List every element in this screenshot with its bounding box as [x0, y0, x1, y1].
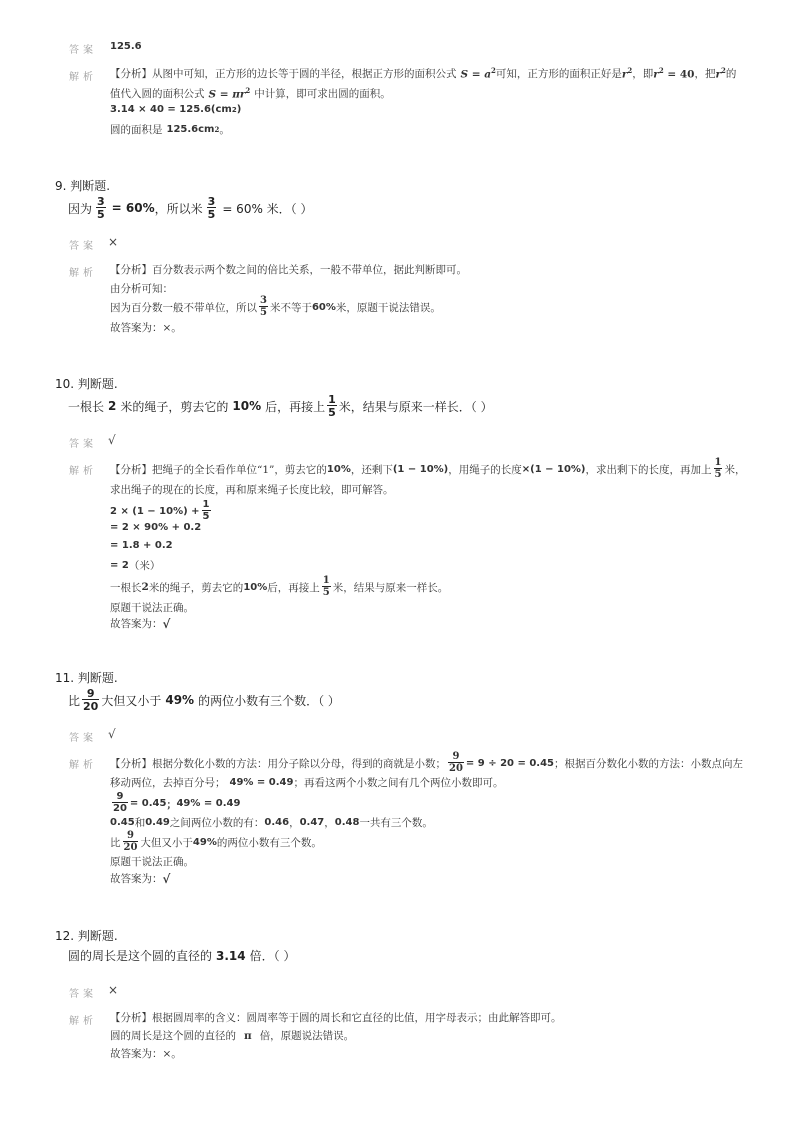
- calc-line: 2 × (1 − 10%) + $\frac{1}{5}$: [110, 499, 210, 522]
- question-heading: 12. 判断题.: [55, 929, 118, 943]
- analysis-line: 故答案为： √: [110, 616, 171, 631]
- fraction: $\frac{1}{5}$: [202, 499, 210, 522]
- analysis-line: 值代入圆的面积公式 $S = \pi r^2$ 中计算，即可求出圆的面积。: [110, 86, 391, 101]
- fraction: $\frac{9}{20}$: [123, 830, 138, 853]
- fraction: $\frac{1}{5}$: [714, 457, 722, 480]
- analysis-line: 由分析可知：: [110, 283, 173, 295]
- question-text: 圆的周长是这个圆的直径的 3.14 倍．（ ）: [68, 948, 296, 963]
- analysis-line: 圆的周长是这个圆的直径的 π 倍，原题说法错误。: [110, 1029, 355, 1042]
- fraction: $\frac{3}{5}$: [207, 195, 216, 221]
- analysis-line: 【分析】根据分数化小数的方法：用分子除以分母，得到的商就是小数； $\frac{9}{20}$ = 9 ÷ 20 = 0.45 ；根据百分数化小数的方法：小数点向左: [110, 751, 744, 774]
- analysis-line: 【分析】根据圆周率的含义：圆周率等于圆的周长和它直径的比值，用字母表示；由此解答即可。: [110, 1012, 562, 1024]
- analysis-label: 解析: [69, 760, 97, 771]
- calc-line: = 2 （米）: [110, 560, 161, 572]
- answer-label: 答案: [69, 241, 97, 252]
- calc-line: = 1.8 + 0.2: [110, 540, 173, 551]
- answer-value: √: [108, 433, 116, 447]
- analysis-line: 【分析】百分数表示两个数之间的倍比关系，一般不带单位，据此判断即可。: [110, 264, 467, 276]
- analysis-line: 一根长 2 米的绳子，剪去它的 10% 后，再接上 $\frac{1}{5}$ 米，结果与原来一样长。: [110, 575, 449, 598]
- calc-line: $\frac{9}{20}$ = 0.45 ； 49% = 0.49: [113, 791, 241, 814]
- answer-value: 125.6: [110, 41, 142, 52]
- question-text: 因为 $\frac{3}{5}$ = 60% ，所以米 $\frac{3}{5}$ = 60% 米．（ ）: [68, 195, 313, 221]
- fraction: $\frac{1}{5}$: [328, 393, 336, 419]
- analysis-line: 求出绳子的现在的长度，再和原来绳子长度比较，即可解答。: [110, 484, 394, 496]
- question-text: 比 $\frac{9}{20}$ 大但又小于 49% 的两位小数有三个数．（ ）: [68, 687, 340, 713]
- analysis-label: 解析: [69, 72, 97, 83]
- calc-line: = 2 × 90% + 0.2: [110, 522, 202, 533]
- analysis-label: 解析: [69, 1016, 97, 1027]
- fraction: $\frac{9}{20}$: [83, 687, 99, 713]
- fraction: $\frac{3}{5}$: [260, 295, 267, 318]
- answer-value: √: [108, 727, 116, 741]
- analysis-label: 解析: [69, 466, 97, 477]
- analysis-line: 故答案为：×。: [110, 1048, 182, 1060]
- fraction: $\frac{1}{5}$: [322, 575, 330, 598]
- analysis-line: 原题干说法正确。: [110, 856, 194, 868]
- analysis-line: 【分析】把绳子的全长看作单位“1”，剪去它的 10% ，还剩下 (1 − 10%) ，用绳子的长度 ×(1 − 10%) ，求出剩下的长度，再加上 $\frac{1}{5}$ 米，: [110, 457, 746, 480]
- answer-label: 答案: [69, 439, 97, 450]
- analysis-line: 【分析】从图中可知，正方形的边长等于圆的半径，根据正方形的面积公式 $S = a^2$ 可知，正方形的面积正好是 $r^2$ ，即 $r^2 = 40$ ，把 $r^2$ 的: [110, 66, 737, 81]
- question-heading: 9. 判断题.: [55, 179, 111, 193]
- answer-label: 答案: [69, 733, 97, 744]
- fraction: $\frac{9}{20}$: [113, 791, 127, 814]
- answer-label: 答案: [69, 989, 97, 1000]
- answer-value: ×: [108, 983, 119, 997]
- question-text: 一根长 2 米的绳子，剪去它的 10% 后，再接上 $\frac{1}{5}$ 米，结果与原来一样长．（ ）: [68, 393, 493, 419]
- question-heading: 10. 判断题.: [55, 377, 118, 391]
- analysis-line: 故答案为： √: [110, 871, 171, 886]
- analysis-line: 比 $\frac{9}{20}$ 大但又小于 49% 的两位小数有三个数。: [110, 830, 322, 853]
- fraction: $\frac{3}{5}$: [97, 195, 105, 221]
- answer-value: ×: [108, 235, 119, 249]
- question-heading: 11. 判断题.: [55, 671, 118, 685]
- analysis-line: 故答案为：×。: [110, 322, 182, 334]
- analysis-line: 因为百分数一般不带单位，所以 $\frac{3}{5}$ 米不等于 60% 米，原题干说法错误。: [110, 295, 441, 318]
- analysis-line: 移动两位，去掉百分号； 49% = 0.49 ；再看这两个小数之间有几个两位小数即可。: [110, 777, 504, 789]
- answer-label: 答案: [69, 45, 97, 56]
- analysis-line: 原题干说法正确。: [110, 602, 194, 614]
- analysis-label: 解析: [69, 268, 97, 279]
- conclusion-line: 圆的面积是 125.6cm 2 。: [110, 124, 230, 136]
- fraction: $\frac{9}{20}$: [449, 751, 463, 774]
- analysis-line: 0.45 和 0.49 之间两位小数的有： 0.46 ， 0.47 ， 0.48 一共有三个数。: [110, 817, 433, 829]
- calc-line: 3.14 × 40 = 125.6(cm 2 ): [110, 104, 242, 115]
